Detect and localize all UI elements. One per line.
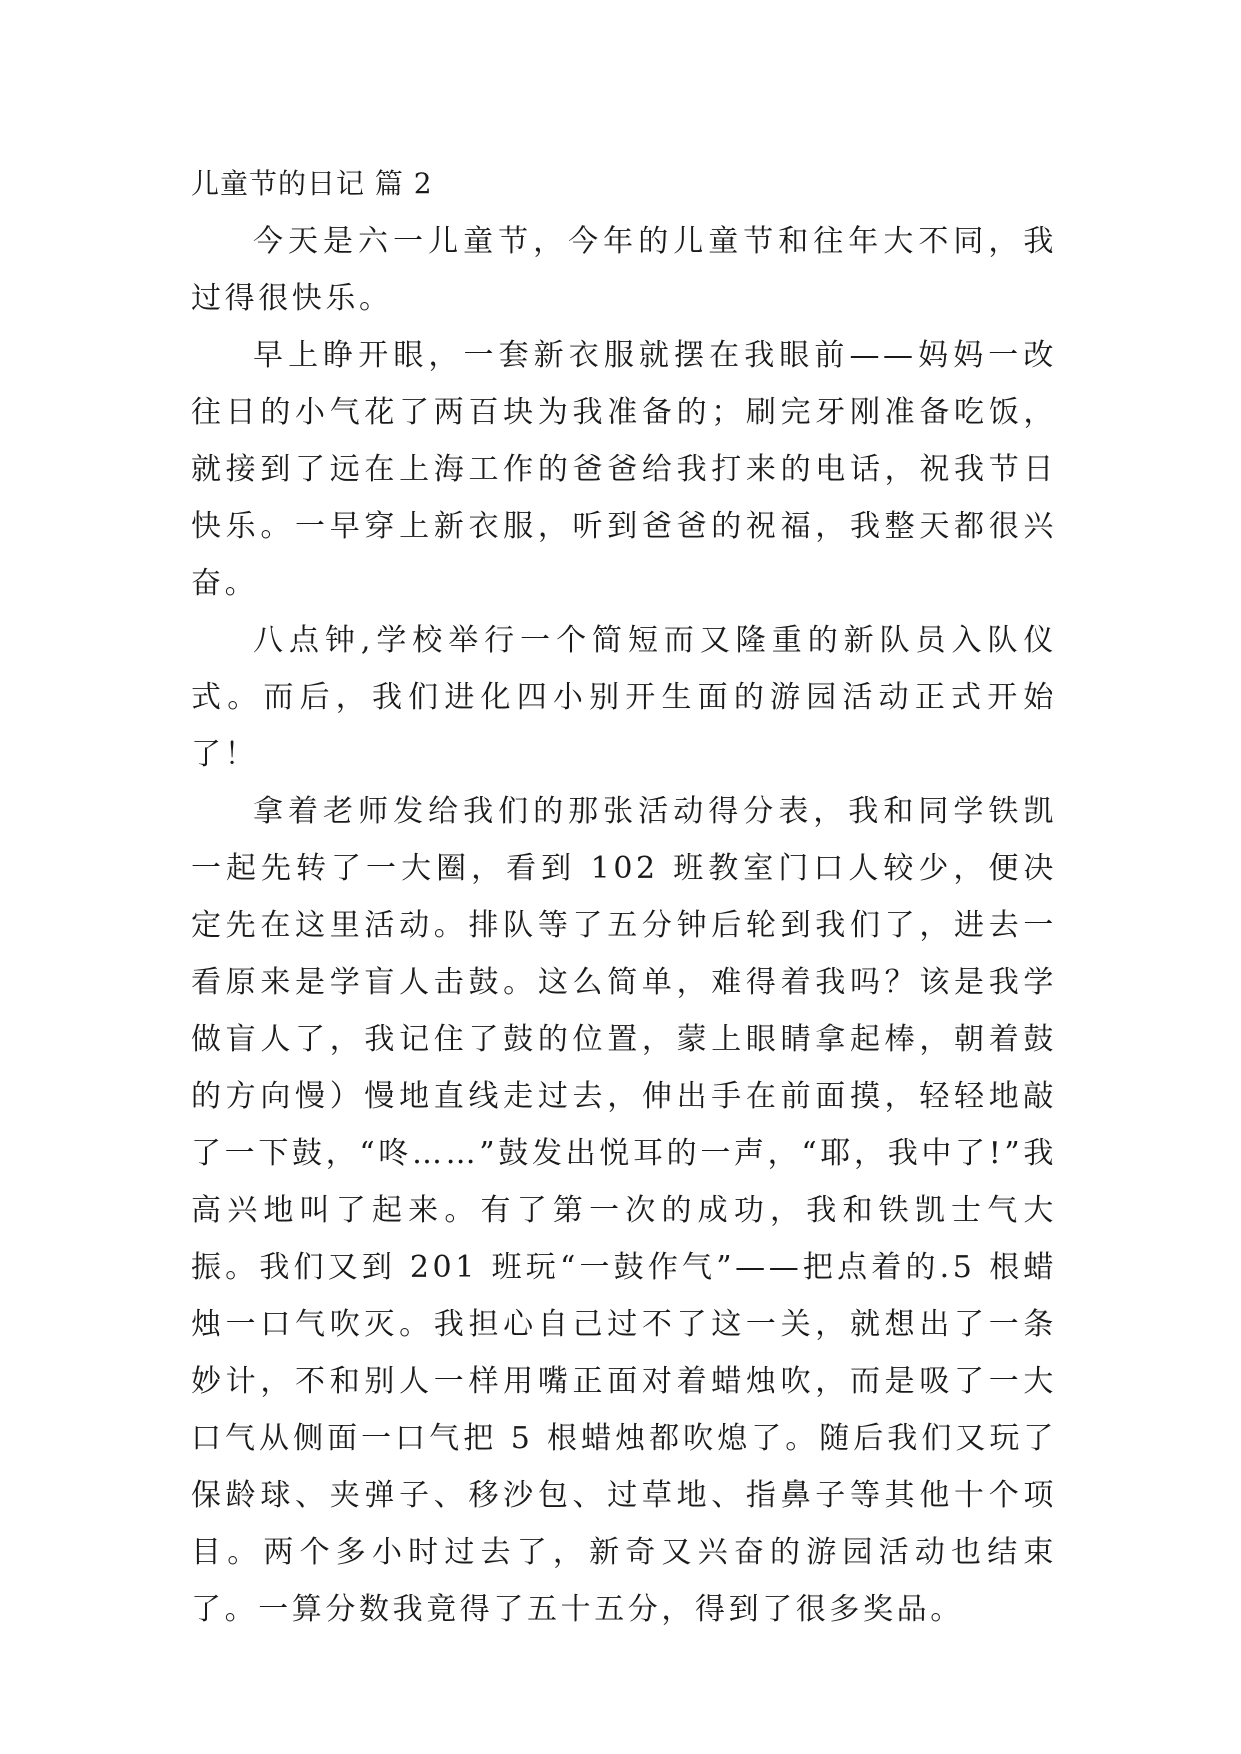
document-title: 儿童节的日记 篇 2 bbox=[191, 167, 433, 200]
paragraph-ceremony: 八点钟,学校举行一个简短而又隆重的新队员入队仪式。而后，我们进化四小别开生面的游园活动正式开始了！ bbox=[191, 623, 1057, 772]
document-body bbox=[191, 162, 1057, 1638]
paragraph-intro: 今天是六一儿童节，今年的儿童节和往年大不同，我过得很快乐。 bbox=[191, 224, 1057, 316]
paragraph-morning: 早上睁开眼，一套新衣服就摆在我眼前——妈妈一改往日的小气花了两百块为我准备的；刷完牙刚准备吃饭，就接到了远在上海工作的爸爸给我打来的电话，祝我节日快乐。一早穿上新衣服，听到爸爸的祝福，我整天都很兴奋。 bbox=[191, 338, 1057, 601]
paragraph-games: 拿着老师发给我们的那张活动得分表，我和同学铁凯一起先转了一大圈，看到 102 班教室门口人较少，便决定先在这里活动。排队等了五分钟后轮到我们了，进去一看原来是学盲人击鼓。这么简单，难得着我吗？该是我学做盲人了，我记住了鼓的位置，蒙上眼睛拿起棒，朝着鼓的方向慢）慢地直线走过去，伸出手在前面摸，轻轻地敲了一下鼓，“咚……”鼓发出悦耳的一声，“耶，我中了!”我高兴地叫了起来。有了第一次的成功，我和铁凯士气大振。我们又到 201 班玩“一鼓作气”——把点着的.5 根蜡烛一口气吹灭。我担心自己过不了这一关，就想出了一条妙计，不和别人一样用嘴正面对着蜡烛吹，而是吸了一大口气从侧面一口气把 5 根蜡烛都吹熄了。随后我们又玩了保龄球、夹弹子、移沙包、过草地、指鼻子等其他十个项目。两个多小时过去了，新奇又兴奋的游园活动也结束了。一算分数我竟得了五十五分，得到了很多奖品。 bbox=[191, 794, 1057, 1627]
